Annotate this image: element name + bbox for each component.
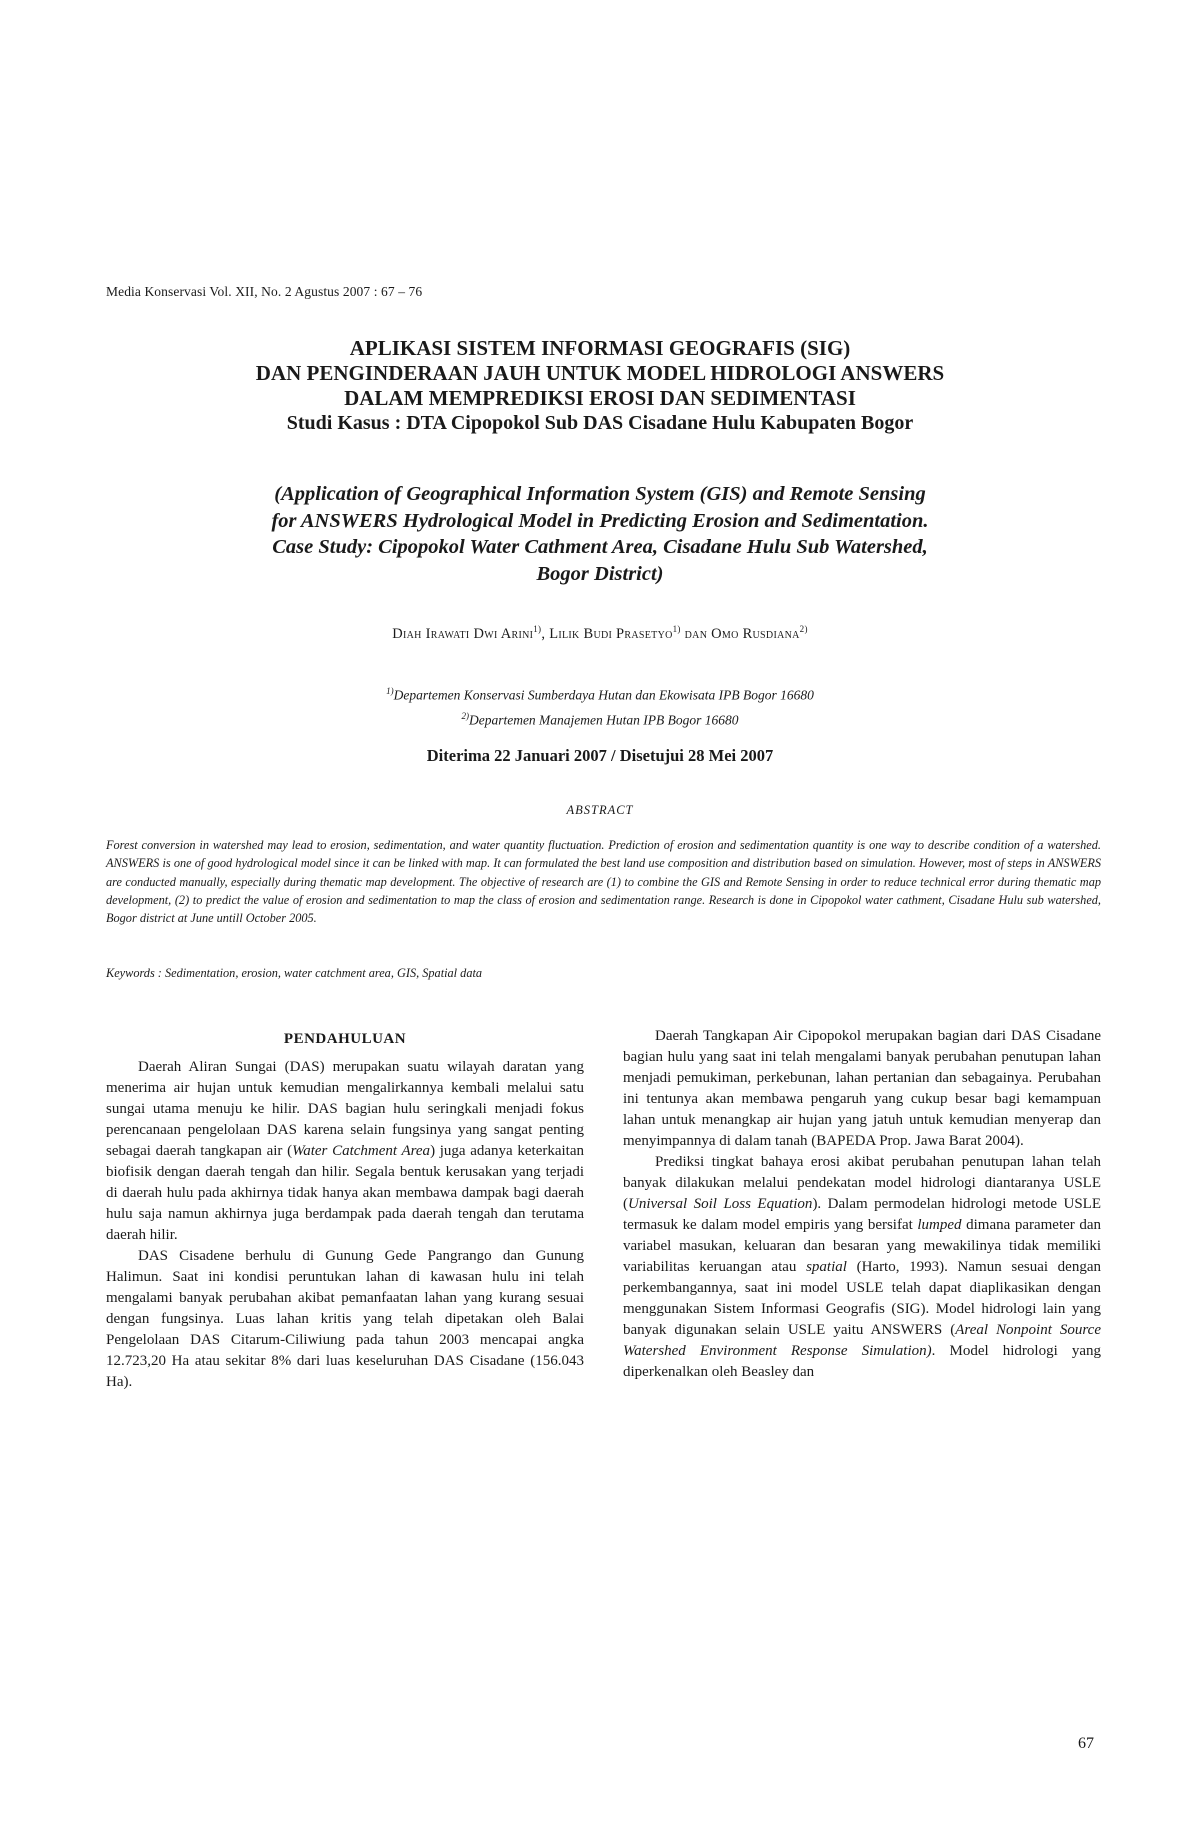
affil-mark: 1) bbox=[386, 686, 394, 696]
text-run: . Model hidrologi yang diperkenalkan oleh Beasley dan bbox=[623, 1343, 1101, 1380]
title-line: DALAM MEMPREDIKSI EROSI DAN SEDIMENTASI bbox=[344, 386, 856, 410]
text-run: dimana parameter dan variabel masukan, keluaran dan besaran yang mewakilinya tidak memiliki variabilitas keruangan atau bbox=[623, 1217, 1102, 1275]
abstract-heading: ABSTRACT bbox=[566, 803, 634, 817]
left-column bbox=[106, 1026, 584, 1393]
journal-header: Media Konservasi Vol. XII, No. 2 Agustus 2007 : 67 – 76 bbox=[106, 284, 423, 299]
affiliation-line bbox=[150, 681, 1050, 706]
italic-run: Water Catchment Area bbox=[292, 1143, 431, 1159]
keywords: Keywords : Sedimentation, erosion, water catchment area, GIS, Spatial data bbox=[106, 966, 483, 980]
title-english bbox=[150, 481, 1050, 587]
title-indonesian bbox=[150, 336, 1050, 436]
italic-run: Universal Soil Loss Equation bbox=[628, 1196, 813, 1212]
title-en-line: (Application of Geographical Information System (GIS) and Remote Sensing bbox=[274, 483, 926, 505]
author-name: Lilik Budi Prasetyo bbox=[549, 625, 673, 642]
title-line: DAN PENGINDERAAN JAUH UNTUK MODEL HIDROLOGI ANSWERS bbox=[255, 361, 945, 385]
author-affil-mark: 1) bbox=[533, 624, 542, 634]
paragraph: Daerah Tangkapan Air Cipopokol merupakan bagian dari DAS Cisadane bagian hulu yang saat ini telah mengalami banyak perubahan penutupan lahan menjadi pemukiman, perkebunan, lahan pertanian dan sebagainya. Perubahan ini tentunya akan membawa pengaruh yang cukup besar bagi kemampuan lahan untuk menangkap air hujan yang jatuh untuk kemudian menyerap dan menyimpannya di dalam tanah (BAPEDA Prop. Jawa Barat 2004). bbox=[623, 1028, 1101, 1149]
abstract-text: Forest conversion in watershed may lead to erosion, sedimentation, and water quantity fluctuation. Prediction of erosion and sedimentation quantity is one way to describe condition of a watershed. ANSWERS is one of good hydrological model since it can be linked with map. It can formulated the best land use composition and distribution based on simulation. However, most of steps in ANSWERS are conducted manually, especially during thematic map development. The objective of research are (1) to combine the GIS and Remote Sensing in order to reduce technical error during thematic map development, (2) to predict the value of erosion and sedimentation to map the class of erosion and sedimentation range. Research is done in Cipopokol water cathment, Cisadane Hulu sub watershed, Bogor district at June untill October 2005. bbox=[106, 838, 1101, 926]
text-run: Daerah Aliran Sungai (DAS) merupakan suatu wilayah daratan yang menerima air hujan untuk kemudian mengalirkannya kembali melalui satu sungai utama menuju ke hilir. DAS bagian hulu seringkali menjadi fokus perencanaan pengelolaan DAS karena selain fungsinya yang sangat penting sebagai daerah tangkapan air ( bbox=[106, 1059, 584, 1159]
section-heading: PENDAHULUAN bbox=[283, 1031, 407, 1047]
affil-mark: 2) bbox=[461, 710, 469, 721]
received-date: Diterima 22 Januari 2007 / Disetujui 28 Mei 2007 bbox=[426, 746, 774, 765]
author-name: Diah Irawati Dwi Arini bbox=[392, 625, 534, 642]
italic-run: Areal Nonpoint Source Watershed Environment Response Simulation) bbox=[623, 1322, 1101, 1359]
author-separator: dan bbox=[680, 625, 712, 642]
title-line: APLIKASI SISTEM INFORMASI GEOGRAFIS (SIG) bbox=[349, 336, 851, 360]
affiliations bbox=[150, 681, 1050, 730]
page-number: 67 bbox=[1078, 1735, 1094, 1752]
author-separator: , bbox=[541, 625, 550, 642]
paragraph: DAS Cisadene berhulu di Gunung Gede Pangrango dan Gunung Halimun. Saat ini kondisi peruntukan lahan di kawasan hulu ini telah mengalami banyak perubahan akibat pemanfaatan lahan yang kurang sesuai dengan fungsinya. Luas lahan kritis yang telah dipetakan oleh Balai Pengelolaan DAS Citarum-Ciliwiung pada tahun 2003 mencapai angka 12.723,20 Ha atau sekitar 8% dari luas keseluruhan DAS Cisadane (156.043 Ha). bbox=[106, 1248, 584, 1390]
right-column bbox=[623, 1026, 1101, 1383]
italic-run: lumped bbox=[917, 1217, 962, 1233]
affil-text: Departemen Manajemen Hutan IPB Bogor 16680 bbox=[468, 712, 739, 727]
author-affil-mark: 1) bbox=[672, 624, 681, 634]
paragraph bbox=[106, 1057, 584, 1246]
affil-text: Departemen Konservasi Sumberdaya Hutan dan Ekowisata IPB Bogor 16680 bbox=[393, 687, 814, 703]
text-run: ). Dalam permodelan hidrologi metode USLE termasuk ke dalam model empiris yang bersifat bbox=[623, 1196, 1101, 1233]
author-name: Omo Rusdiana bbox=[711, 625, 800, 642]
italic-run: spatial bbox=[806, 1259, 847, 1275]
text-run: ) juga adanya keterkaitan biofisik dengan daerah tengah dan hilir. Segala bentuk kerusakan yang terjadi di daerah hulu pada akhirnya tidak hanya akan membawa dampak bagi daerah hulu saja namun akhirnya juga berdampak pada daerah tengah dan terutama daerah hilir. bbox=[106, 1143, 585, 1243]
affiliation-line bbox=[150, 706, 1050, 731]
title-subtitle: Studi Kasus : DTA Cipopokol Sub DAS Cisadane Hulu Kabupaten Bogor bbox=[286, 412, 914, 434]
title-en-line: for ANSWERS Hydrological Model in Predicting Erosion and Sedimentation. bbox=[271, 509, 929, 532]
author-list bbox=[150, 624, 1050, 643]
paragraph bbox=[623, 1152, 1101, 1383]
title-en-line: Bogor District) bbox=[536, 562, 664, 585]
text-run: Prediksi tingkat bahaya erosi akibat perubahan penutupan lahan telah banyak dilakukan melalui pendekatan model hidrologi diantaranya USLE ( bbox=[623, 1154, 1101, 1212]
text-run: (Harto, 1993). Namun sesuai dengan perkembangannya, saat ini model USLE telah dapat diaplikasikan dengan menggunakan Sistem Informasi Geografis (SIG). Model hidrologi lain yang banyak digunakan selain USLE yaitu ANSWERS ( bbox=[623, 1259, 1101, 1338]
author-affil-mark: 2) bbox=[799, 624, 808, 634]
title-en-line: Case Study: Cipopokol Water Cathment Area, Cisadane Hulu Sub Watershed, bbox=[272, 536, 928, 558]
